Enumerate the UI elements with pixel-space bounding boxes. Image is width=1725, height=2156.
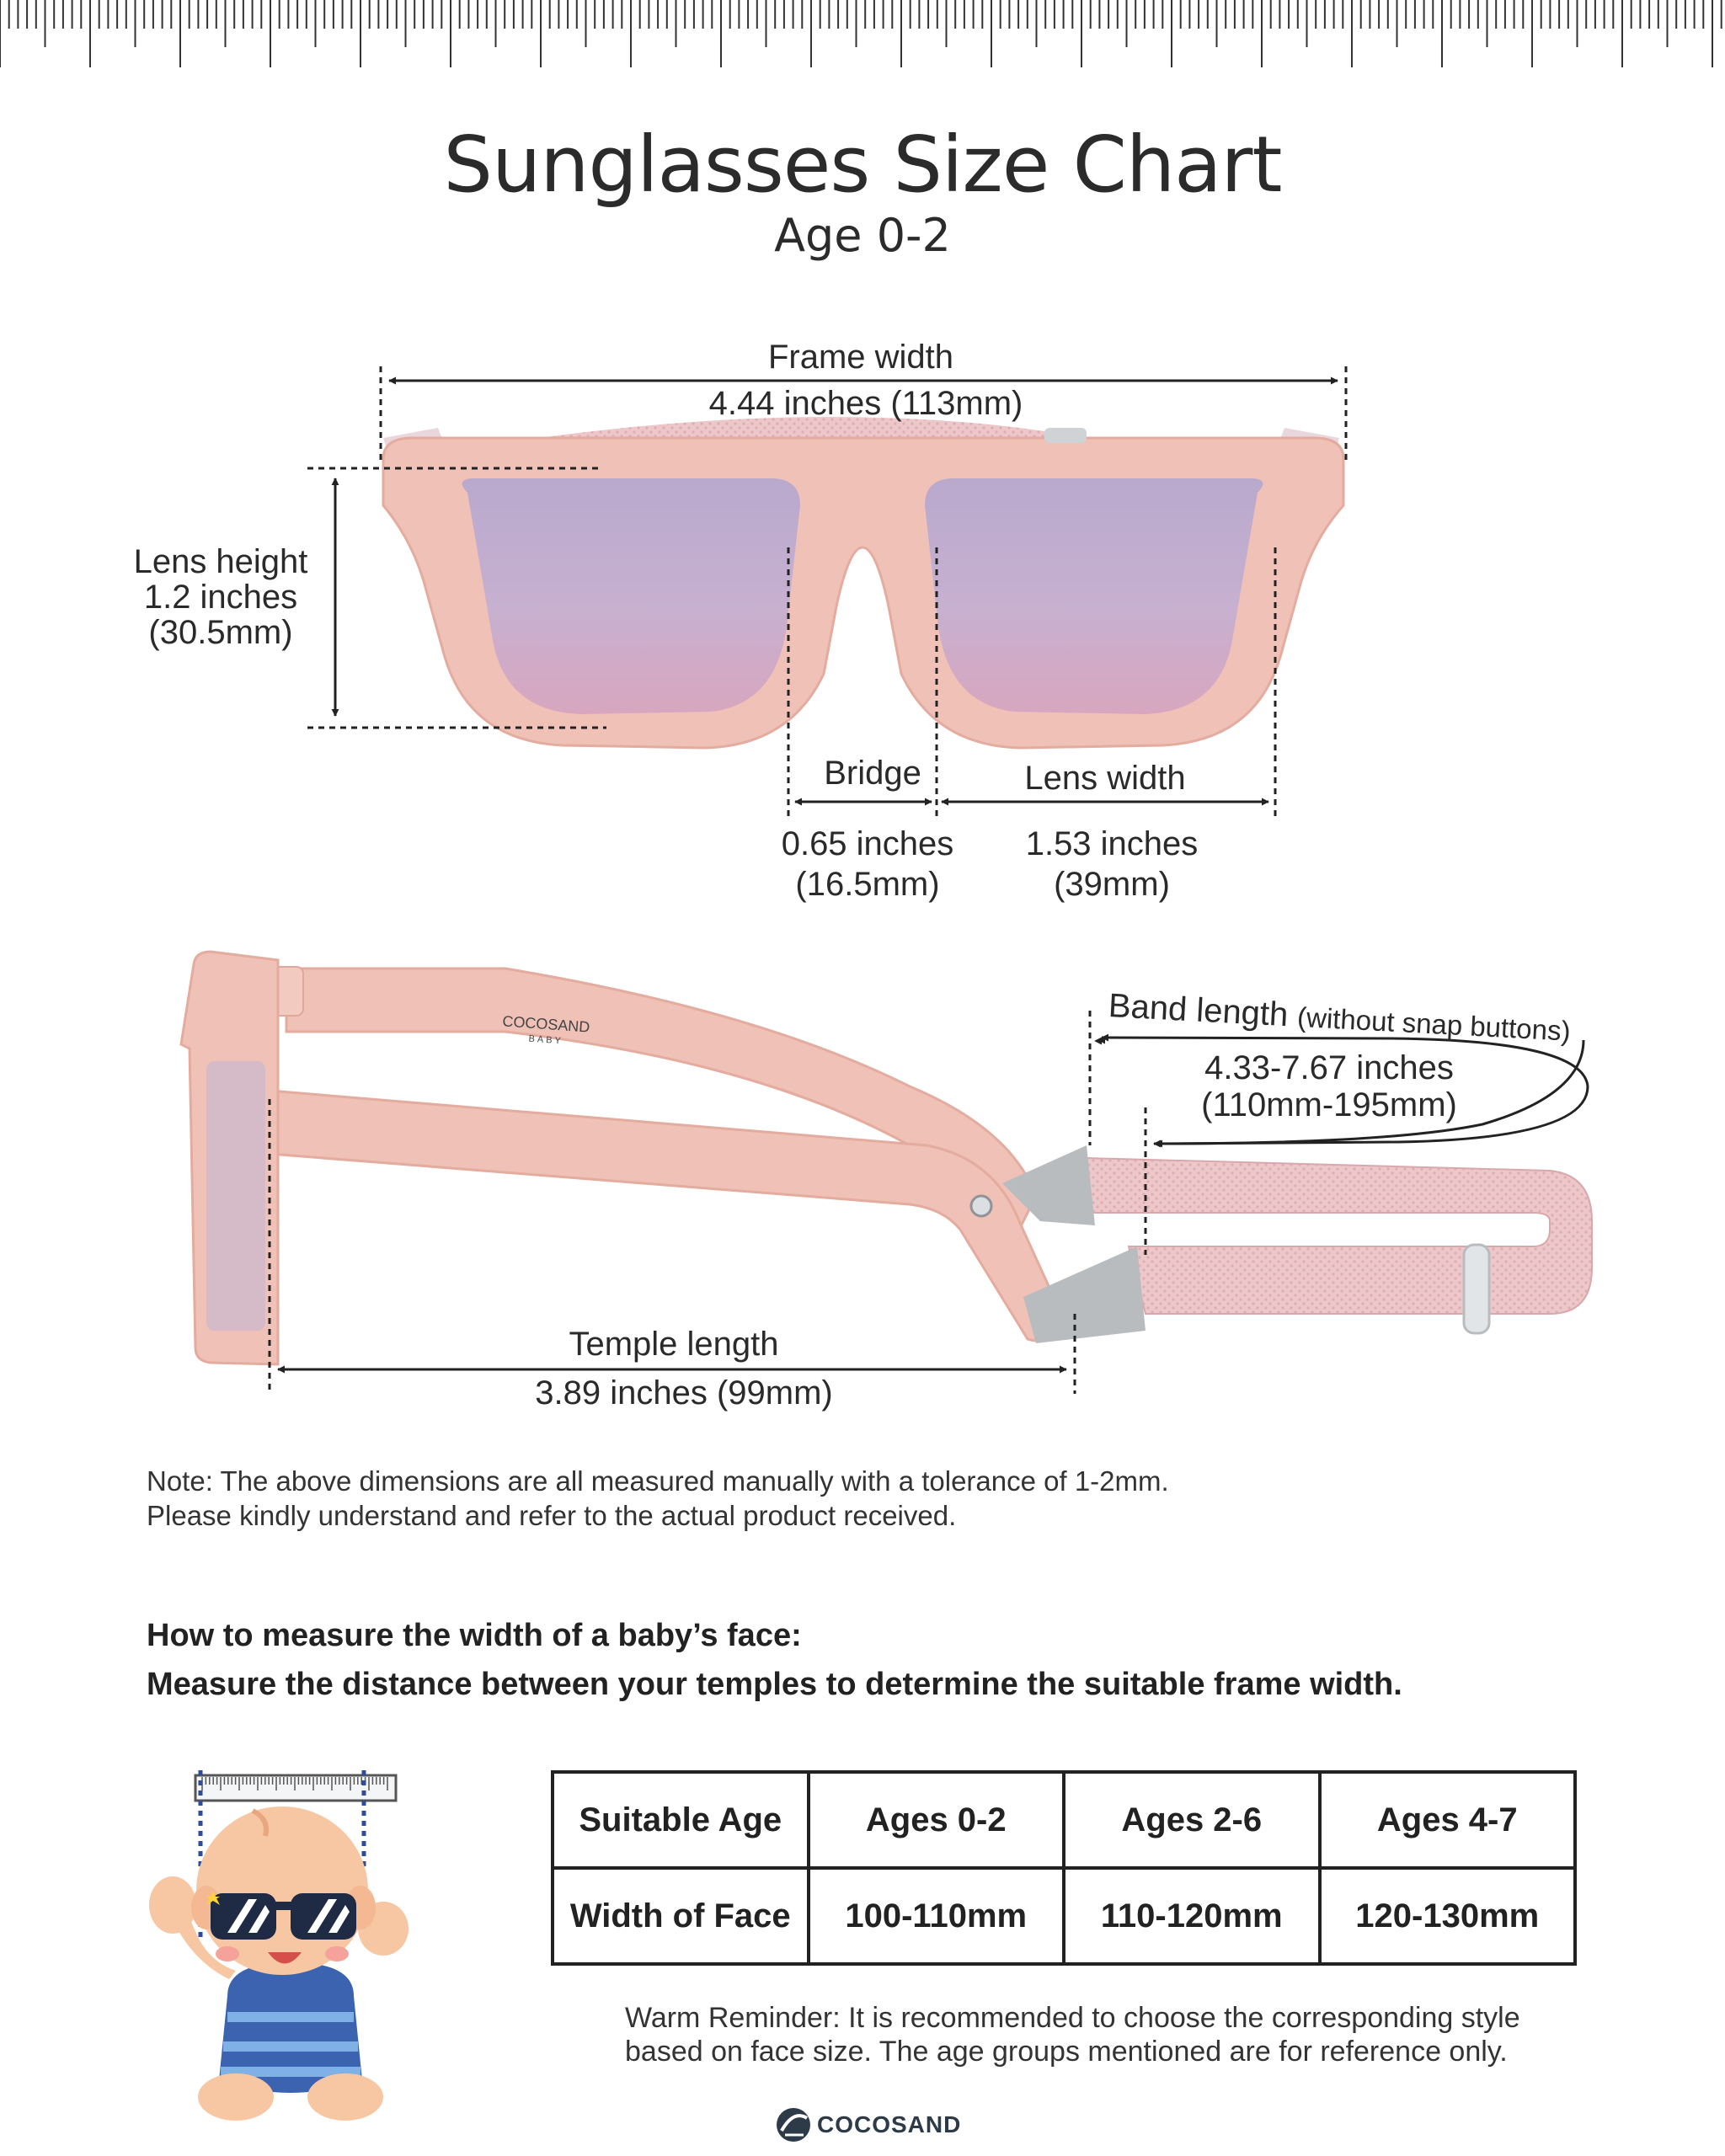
lens-height-label: Lens height <box>133 543 308 580</box>
lens-height-inches: 1.2 inches <box>143 579 298 616</box>
lens-height-mm: (30.5mm) <box>148 614 293 651</box>
howto-heading: How to measure the width of a baby’s face: <box>147 1618 802 1653</box>
howto-instruction: Measure the distance between your temples to determine the suitable frame width. <box>147 1667 1402 1702</box>
frame-width-value: 4.44 inches (113mm) <box>708 385 1023 422</box>
band-length-inches: 4.33-7.67 inches <box>1204 1049 1454 1086</box>
table-row <box>553 1772 1575 1868</box>
note-line-2: Please kindly understand and refer to the actual product received. <box>147 1500 957 1531</box>
reminder-line-1: Warm Reminder: It is recommended to choose the corresponding style <box>625 2002 1520 2034</box>
temple-length-label: Temple length <box>569 1326 779 1363</box>
table-cell: Ages 4-7 <box>1320 1772 1576 1868</box>
temple-brand-sub: BABY <box>528 1033 564 1047</box>
page-title: Sunglasses Size Chart <box>443 120 1282 210</box>
band-length-label: Band length <box>1107 987 1290 1034</box>
bridge-inches: 0.65 inches <box>781 825 954 862</box>
table-cell: 120-130mm <box>1320 1868 1576 1964</box>
table-header-cell: Width of Face <box>553 1868 809 1964</box>
elastic-band <box>1087 1158 1592 1314</box>
table-cell: Ages 0-2 <box>809 1772 1065 1868</box>
temple-brand-text: COCOSAND <box>501 1012 590 1036</box>
lens-width-label: Lens width <box>1024 760 1186 797</box>
note-line-1: Note: The above dimensions are all measured manually with a tolerance of 1-2mm. <box>147 1465 1169 1497</box>
frame-width-label: Frame width <box>767 339 954 376</box>
baby-illustration <box>149 1770 409 2121</box>
brand-name: COCOSAND <box>817 2111 962 2137</box>
page-subtitle: Age 0-2 <box>774 209 951 262</box>
table-row <box>553 1868 1575 1964</box>
left-lens <box>462 478 800 714</box>
table-cell: 110-120mm <box>1064 1868 1320 1964</box>
table-cell: Ages 2-6 <box>1064 1772 1320 1868</box>
lower-clip <box>1023 1246 1146 1343</box>
front-view-sunglasses <box>383 417 1343 748</box>
reminder-line-2: based on face size. The age groups mentioned are for reference only. <box>625 2036 1508 2068</box>
brand-logo <box>777 2108 810 2142</box>
bridge-label: Bridge <box>824 755 921 792</box>
table-cell: 100-110mm <box>809 1868 1065 1964</box>
lens-width-mm: (39mm) <box>1054 866 1170 903</box>
band-length-mm: (110mm-195mm) <box>1201 1086 1457 1123</box>
size-table <box>551 1770 1577 1966</box>
temple-length-value: 3.89 inches (99mm) <box>535 1374 833 1412</box>
bridge-mm: (16.5mm) <box>795 866 940 903</box>
table-header-cell: Suitable Age <box>553 1772 809 1868</box>
lens-width-inches: 1.53 inches <box>1025 825 1199 862</box>
right-lens <box>925 478 1263 714</box>
band-length-note: (without snap buttons) <box>1296 1001 1572 1047</box>
